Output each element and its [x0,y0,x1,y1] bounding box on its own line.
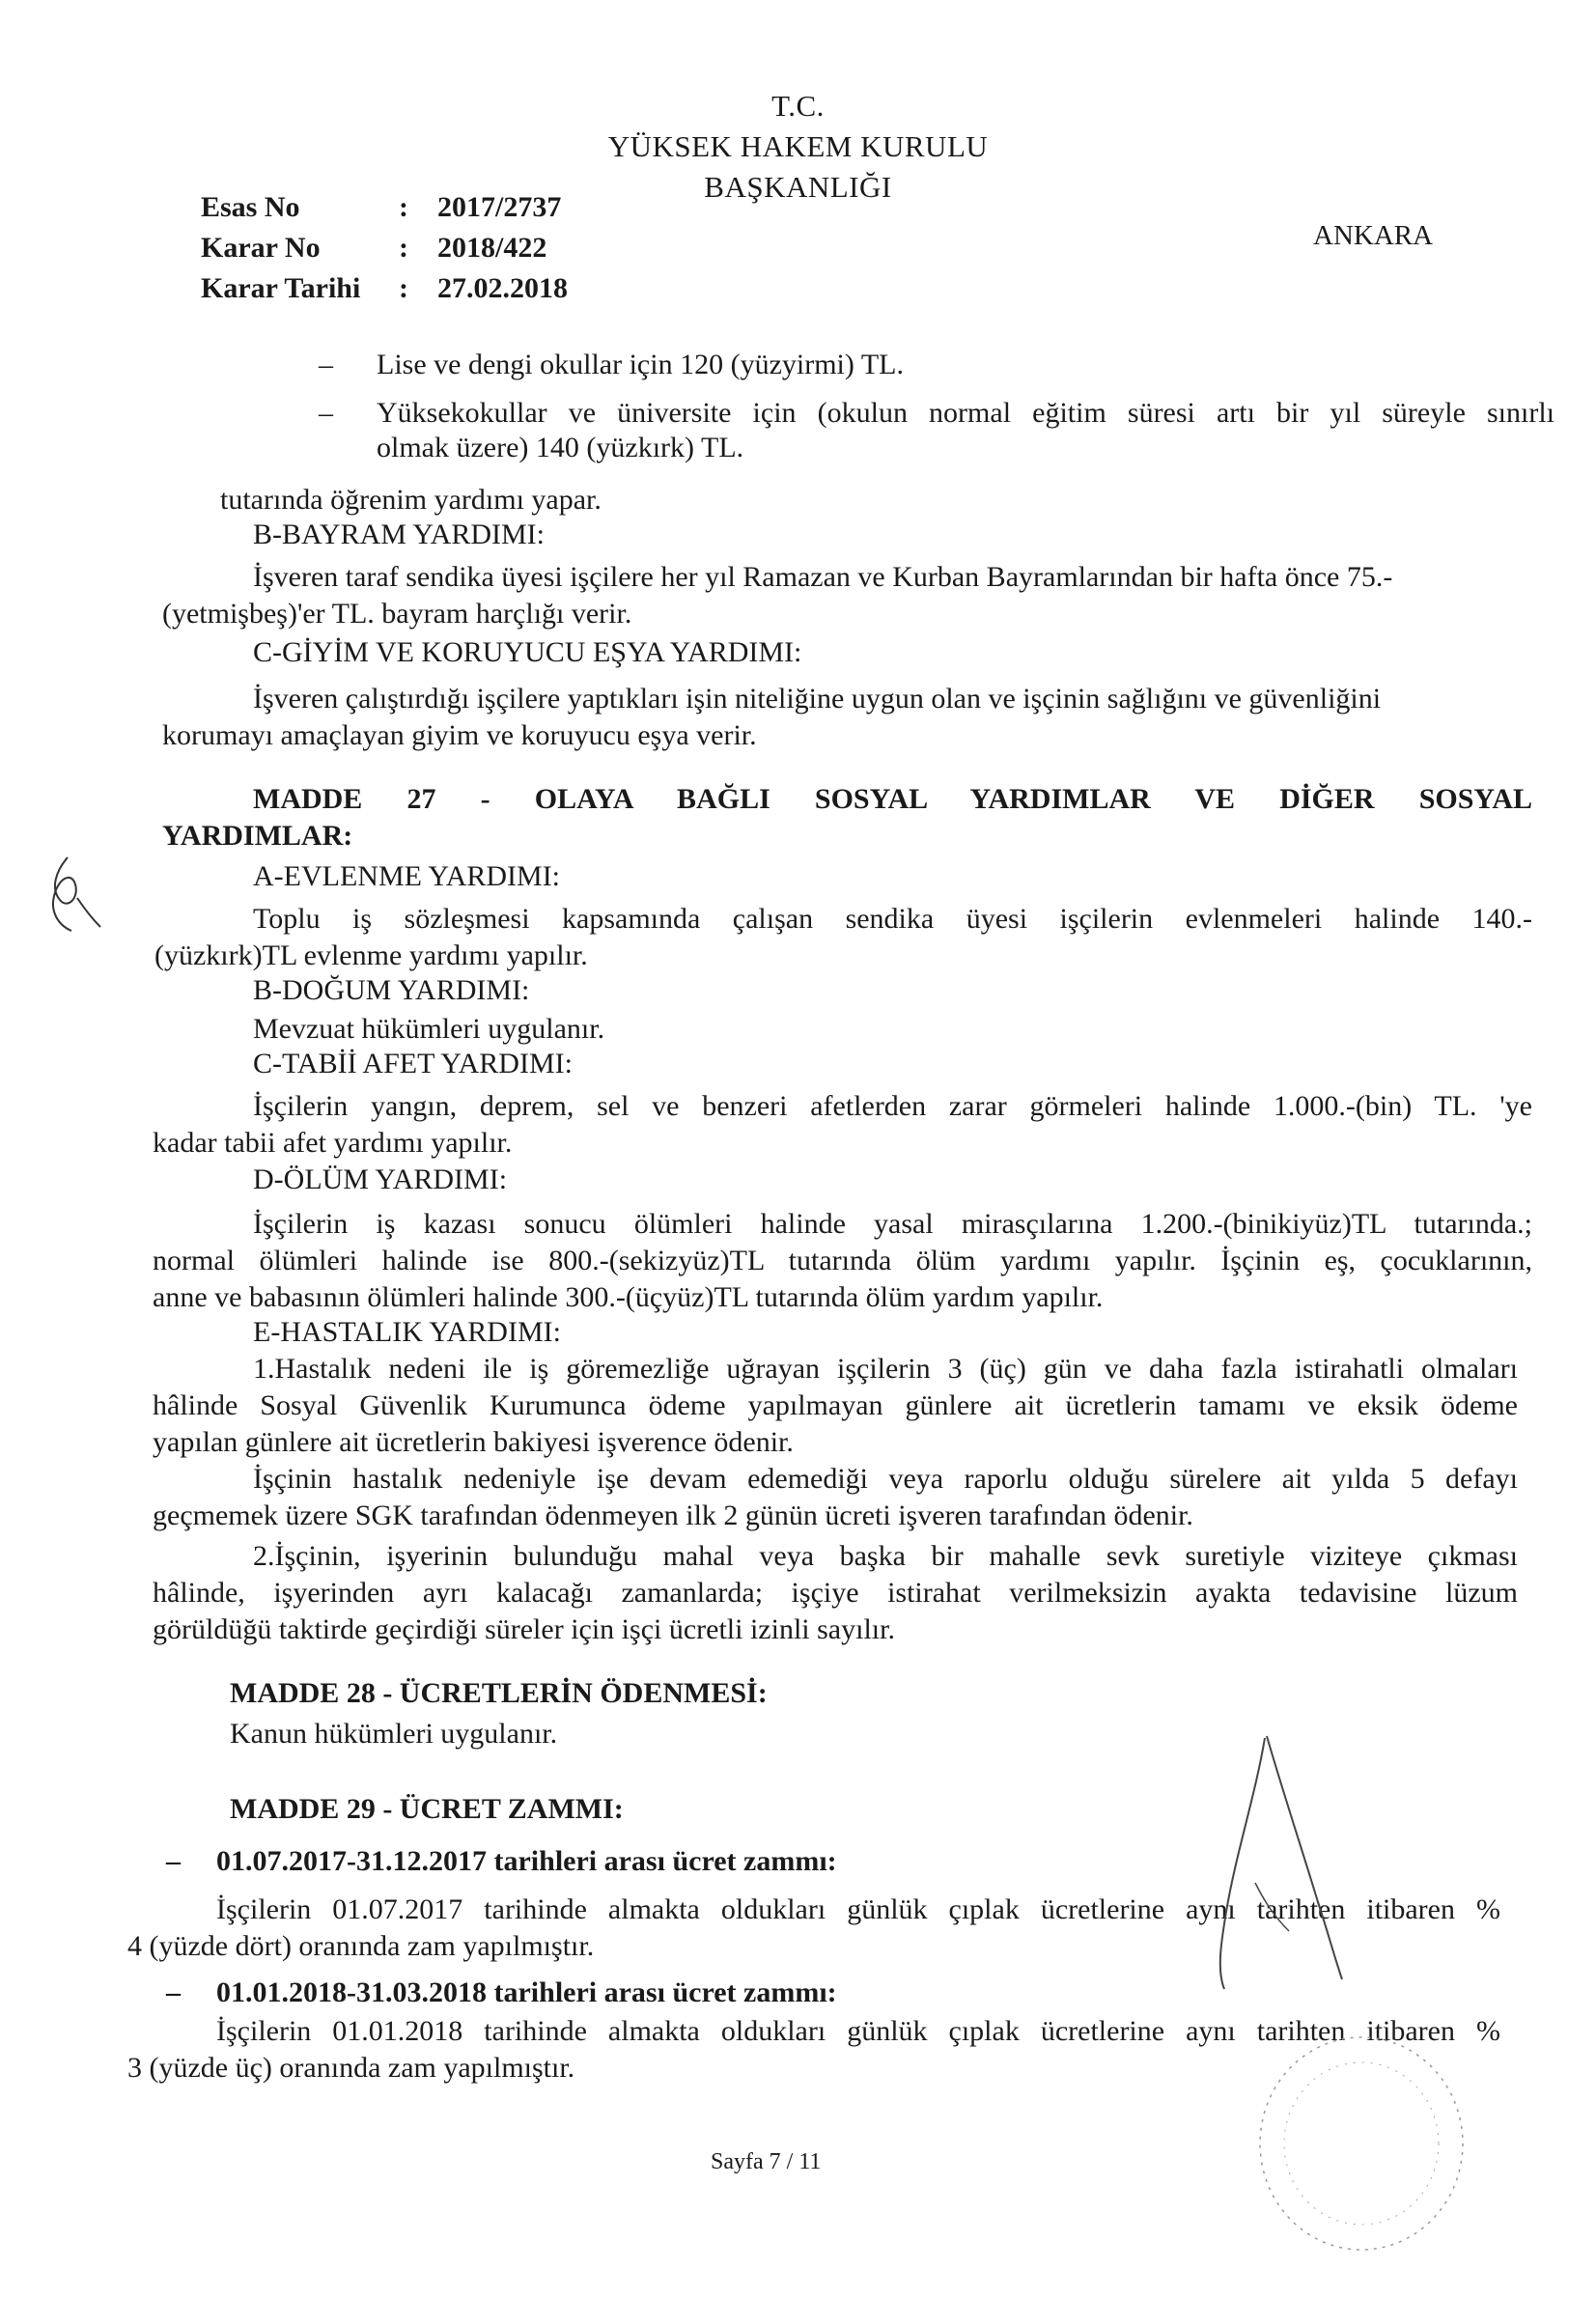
zam-period-1-heading: – 01.07.2017-31.12.2017 tarihleri arası ücret zammı: [166,1845,837,1877]
madde29-heading: MADDE 29 - ÜCRET ZAMMI: [230,1793,624,1825]
margin-initial-mark [39,850,106,937]
hastalik-1-line-c: yapılan günlere ait ücretlerin bakiyesi işverence ödenir. [153,1426,794,1458]
zam-dash-2: – [166,1976,181,2008]
intro-dash-1: – [319,349,333,380]
madde27-heading: MADDE 27 - OLAYA BAĞLI SOSYAL YARDIMLAR VE DİĞER SOSYAL [253,783,1532,815]
giyim-line-b: korumayı amaçlayan giyim ve koruyucu eşya verir. [162,719,757,751]
intro-item-2-cont: olmak üzere) 140 (yüzkırk) TL. [377,432,744,463]
signature-mark [1197,1719,1468,2298]
intro-item-1: – Lise ve dengi okullar için 120 (yüzyirmi) TL. [319,349,904,380]
afet-heading: C-TABİİ AFET YARDIMI: [253,1048,573,1079]
bayram-line-a: İşveren taraf sendika üyesi işçilere her yıl Ramazan ve Kurban Bayramlarından bir hafta önce 75.- [253,561,1393,593]
bayram-line-b: (yetmişbeş)'er TL. bayram harçlığı verir. [162,598,632,630]
zam-period-1-line-b: 4 (yüzde dört) oranında zam yapılmıştır. [127,1930,595,1962]
hastalik-2-line-a: 2.İşçinin, işyerinin bulunduğu mahal veya başka bir mahalle sevk suretiyle viziteye çıkması [253,1540,1518,1572]
hastalik-1-line-a: 1.Hastalık nedeni ile iş göremezliğe uğrayan işçilerin 3 (üç) gün ve daha fazla istirahatli olmaları [253,1353,1518,1385]
afet-line-b: kadar tabii afet yardımı yapılır. [153,1127,513,1159]
afet-line-a: İşçilerin yangın, deprem, sel ve benzeri afetlerden zarar görmeleri halinde 1.000.-(bin) TL. 'ye [253,1090,1532,1122]
giyim-line-a: İşveren çalıştırdığı işçilere yaptıkları işin niteliğine uygun olan ve işçinin sağlığını ve güvenliğini [253,683,1382,715]
madde28-heading: MADDE 28 - ÜCRETLERİN ÖDENMESİ: [230,1677,768,1709]
zam-dash-1: – [166,1845,181,1877]
header-city: ANKARA [1313,220,1434,251]
karar-no-row [201,232,546,265]
karar-tarihi-colon: : [399,272,408,304]
olum-line-c: anne ve babasının ölümleri halinde 300.-(üçyüz)TL tutarında ölüm yardım yapılır. [153,1281,1104,1313]
karar-no-label: Karar No [201,232,321,264]
intro-item-2: – Yüksekokullar ve üniversite için (okulun normal eğitim süresi artı bir yıl süreyle sınırlı [319,397,1554,429]
evlenme-heading: A-EVLENME YARDIMI: [253,860,561,892]
hastalik-2-line-c: görüldüğü taktirde geçirdiği süreler için işçi ücretli izinli sayılır. [153,1613,895,1645]
evlenme-line-a: Toplu iş sözleşmesi kapsamında çalışan sendika üyesi işçilerin evlenmeleri halinde 140.- [253,903,1532,935]
header-tc: T.C. [771,89,825,123]
olum-heading: D-ÖLÜM YARDIMI: [253,1163,508,1195]
zam-period-2-line-a: İşçilerin 01.01.2018 tarihinde almakta oldukları günlük çıplak ücretlerine aynı tarihten itibaren % [216,2015,1500,2047]
header-office: BAŞKANLIĞI [704,170,892,204]
hastalik-2-line-b: hâlinde, işyerinden ayrı kalacağı zamanlarda; işçiye istirahat verilmeksizin ayakta tedavisine lüzum [153,1577,1518,1609]
page-number: Sayfa 7 / 11 [711,2149,822,2174]
olum-line-a: İşçilerin iş kazası sonucu ölümleri halinde yasal mirasçılarına 1.200.-(binikiyüz)TL tutarında.; [253,1208,1532,1240]
karar-no-value: 2018/422 [437,232,547,264]
hastalik-1-line-b: hâlinde Sosyal Güvenlik Kurumunca ödeme yapılmayan günlere ait ücretlerin tamamı ve eksik ödeme [153,1389,1518,1421]
karar-tarihi-label: Karar Tarihi [201,272,361,304]
madde27-heading-cont: YARDIMLAR: [162,820,353,852]
esas-no-label: Esas No [201,191,300,223]
giyim-heading: C-GİYİM VE KORUYUCU EŞYA YARDIMI: [253,636,802,668]
bayram-heading: B-BAYRAM YARDIMI: [253,518,545,550]
hastalik-heading: E-HASTALIK YARDIMI: [253,1316,561,1348]
header-institution: YÜKSEK HAKEM KURULU [607,129,989,163]
karar-no-colon: : [399,232,408,264]
evlenme-line-b: (yüzkırk)TL evlenme yardımı yapılır. [154,939,588,971]
dogum-heading: B-DOĞUM YARDIMI: [253,974,530,1006]
hastalik-1-line-e: geçmemek üzere SGK tarafından ödenmeyen ilk 2 günün ücreti işveren tarafından ödenir. [153,1499,1193,1531]
zam-period-2-heading: – 01.01.2018-31.03.2018 tarihleri arası ücret zammı: [166,1976,837,2008]
zam-period-2-line-b: 3 (yüzde üç) oranında zam yapılmıştır. [127,2052,575,2084]
intro-closing: tutarında öğrenim yardımı yapar. [220,484,602,516]
esas-no-colon: : [399,191,408,223]
zam-period-1-line-a: İşçilerin 01.07.2017 tarihinde almakta oldukları günlük çıplak ücretlerine aynı tarihten itibaren % [216,1893,1500,1925]
esas-no-row [201,191,561,224]
esas-no-value: 2017/2737 [437,191,562,223]
intro-dash-2: – [319,397,333,429]
olum-line-b: normal ölümleri halinde ise 800.-(sekizyüz)TL tutarında ölüm yardımı yapılır. İşçinin eş, çocuklarının, [153,1245,1532,1276]
karar-tarihi-value: 27.02.2018 [437,272,568,304]
hastalik-1-line-d: İşçinin hastalık nedeniyle işe devam edemediği veya raporlu olduğu sürelere ait yılda 5 defayı [253,1463,1518,1495]
madde28-text: Kanun hükümleri uygulanır. [230,1718,558,1750]
dogum-line-a: Mevzuat hükümleri uygulanır. [253,1013,605,1045]
karar-tarihi-row [201,272,568,305]
